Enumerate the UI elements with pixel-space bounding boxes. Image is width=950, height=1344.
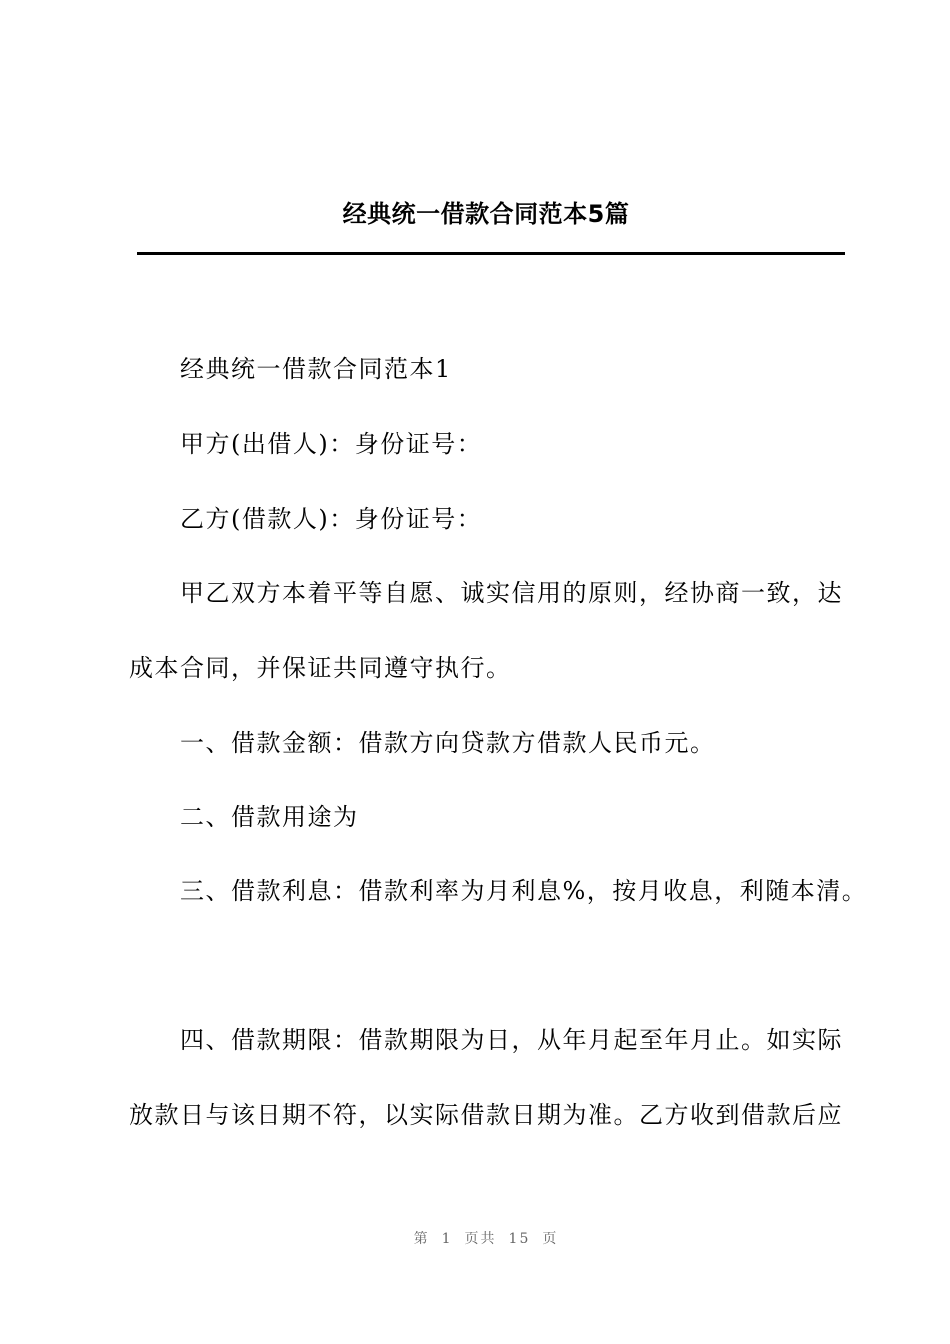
- party-a-line: 甲方(出借人)：身份证号：: [180, 430, 483, 458]
- page-footer: [0, 1228, 950, 1250]
- clause-interest: 三、借款利息：借款利率为月利息%，按月收息，利随本清。: [180, 877, 868, 905]
- footer-page-number: 1: [441, 1231, 453, 1247]
- preamble-line-1: 甲乙双方本着平等自愿、诚实信用的原则，经协商一致，达: [180, 579, 843, 607]
- footer-suffix: 页: [542, 1231, 559, 1247]
- title-divider: [137, 252, 845, 255]
- footer-middle: 页共: [464, 1231, 497, 1247]
- party-b-line: 乙方(借款人)：身份证号：: [180, 505, 483, 533]
- clause-purpose: 二、借款用途为: [180, 803, 359, 831]
- footer-total-pages: 15: [508, 1231, 531, 1247]
- preamble-line-2: 成本合同，并保证共同遵守执行。: [129, 654, 512, 682]
- clause-amount: 一、借款金额：借款方向贷款方借款人民币元。: [180, 729, 716, 757]
- footer-prefix: 第: [413, 1231, 430, 1247]
- document-title: 经典统一借款合同范本5篇: [342, 200, 630, 228]
- clause-term-line-1: 四、借款期限：借款期限为日，从年月起至年月止。如实际: [180, 1026, 843, 1054]
- clause-term-line-2: 放款日与该日期不符，以实际借款日期为准。乙方收到借款后应: [129, 1101, 843, 1129]
- section-heading: 经典统一借款合同范本1: [180, 355, 452, 383]
